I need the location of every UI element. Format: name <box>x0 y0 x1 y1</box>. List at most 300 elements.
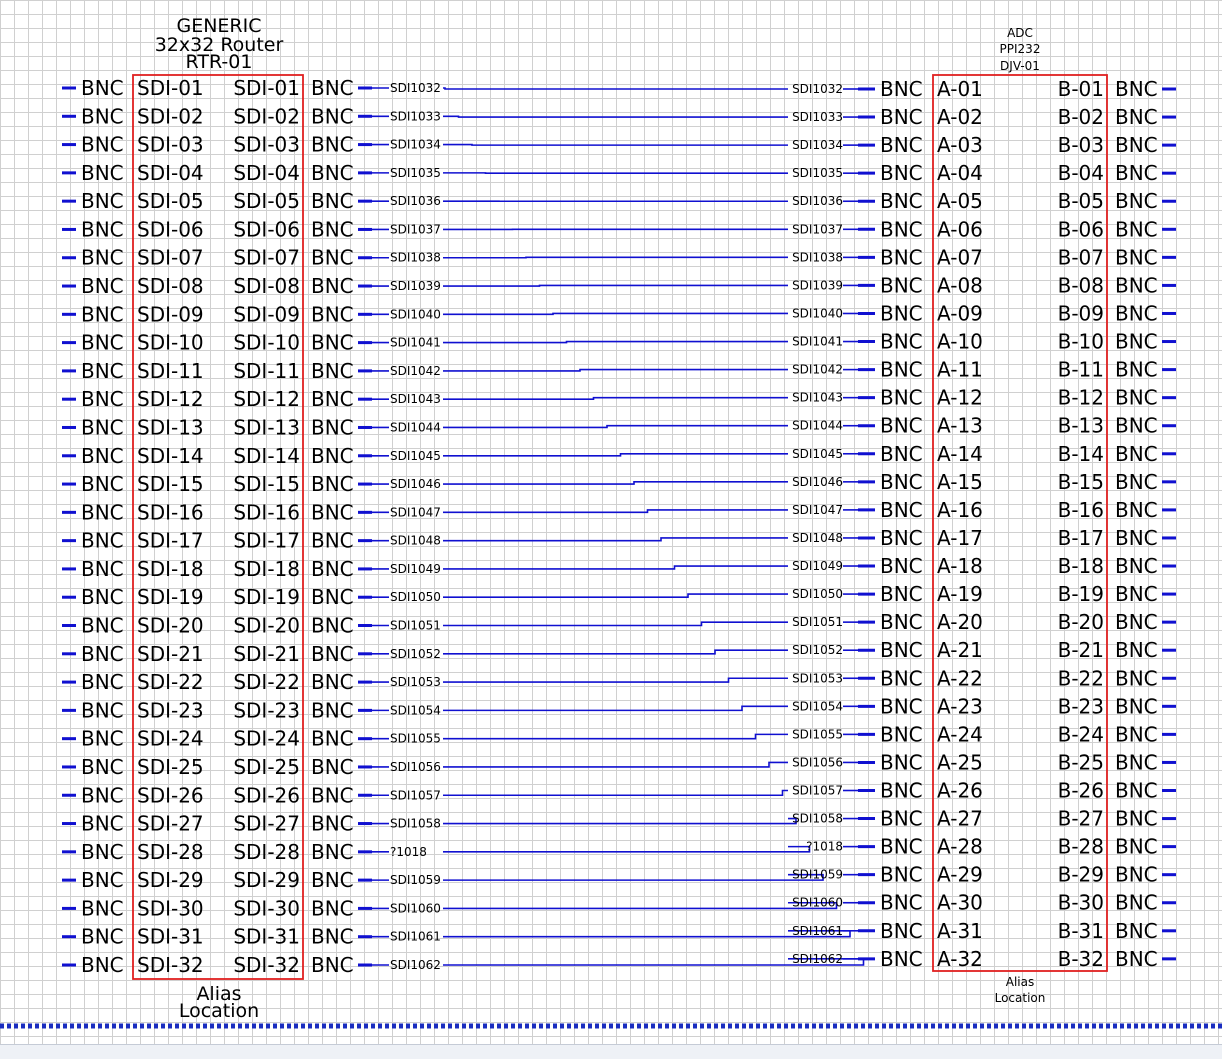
router-title-line-2: 32x32 Router <box>155 34 284 56</box>
cable-wire[interactable] <box>443 510 788 512</box>
panel-b-connector: BNC <box>1115 694 1158 718</box>
cable-label-left: SDI1041 <box>390 336 441 350</box>
cable-wire[interactable] <box>443 88 788 89</box>
panel-a-label: A-11 <box>937 358 983 382</box>
router-output-connector: BNC <box>311 246 354 270</box>
cable-label-left: SDI1061 <box>390 930 441 944</box>
router-output-connector: BNC <box>311 614 354 638</box>
panel-b-connector: BNC <box>1115 77 1158 101</box>
router-output-label: SDI-07 <box>233 246 300 270</box>
panel-b-connector: BNC <box>1115 863 1158 887</box>
cable-label-left: SDI1033 <box>390 109 441 123</box>
router-output-label: SDI-04 <box>233 161 300 185</box>
cable-label-left: SDI1060 <box>390 901 441 915</box>
panel-b-label: B-17 <box>1058 526 1104 550</box>
panel-a-connector: BNC <box>880 217 923 241</box>
cable-label-right: SDI1038 <box>792 250 843 264</box>
router-input-connector: BNC <box>81 415 124 439</box>
panel-a-connector: BNC <box>880 189 923 213</box>
router-input-label: SDI-17 <box>137 529 204 553</box>
router-output-label: SDI-03 <box>233 133 300 157</box>
router-output-connector: BNC <box>311 727 354 751</box>
router-output-label: SDI-11 <box>233 359 300 383</box>
router-input-connector: BNC <box>81 925 124 949</box>
panel-b-label: B-06 <box>1058 217 1104 241</box>
router-input-connector: BNC <box>81 812 124 836</box>
panel-b-label: B-32 <box>1058 947 1104 971</box>
panel-b-connector: BNC <box>1115 498 1158 522</box>
panel-a-connector: BNC <box>880 722 923 746</box>
router-input-connector: BNC <box>81 670 124 694</box>
cable-wire[interactable] <box>443 426 788 428</box>
panel-a-label: A-03 <box>937 133 983 157</box>
router-input-label: SDI-06 <box>137 217 204 241</box>
panel-a-connector: BNC <box>880 301 923 325</box>
router-input-connector: BNC <box>81 953 124 977</box>
panel-b-connector: BNC <box>1115 414 1158 438</box>
panel-a-connector: BNC <box>880 554 923 578</box>
router-output-label: SDI-01 <box>233 76 300 100</box>
panel-b-connector: BNC <box>1115 722 1158 746</box>
cable-label-right: SDI1037 <box>792 222 843 236</box>
router-input-connector: BNC <box>81 444 124 468</box>
cable-label-left: SDI1059 <box>390 873 441 887</box>
router-input-label: SDI-07 <box>137 246 204 270</box>
panel-b-label: B-11 <box>1058 358 1104 382</box>
router-output-connector: BNC <box>311 953 354 977</box>
cable-label-right: SDI1047 <box>792 503 843 517</box>
cable-wire[interactable] <box>443 594 788 597</box>
cable-wire[interactable] <box>443 398 788 400</box>
panel-b-label: B-07 <box>1058 245 1104 269</box>
cable-label-right: SDI1041 <box>792 335 843 349</box>
panel-b-label: B-01 <box>1058 77 1104 101</box>
panel-b-label: B-14 <box>1058 442 1104 466</box>
router-input-label: SDI-14 <box>137 444 204 468</box>
cable-label-left: SDI1040 <box>390 307 441 321</box>
bottom-scrollbar[interactable] <box>0 1044 1222 1059</box>
panel-a-connector: BNC <box>880 919 923 943</box>
panel-footer-alias: Alias <box>1006 975 1034 989</box>
router-output-connector: BNC <box>311 529 354 553</box>
cable-label-left: SDI1044 <box>390 420 441 434</box>
panel-a-connector: BNC <box>880 273 923 297</box>
cable-label-right: SDI1043 <box>792 391 843 405</box>
panel-b-connector: BNC <box>1115 386 1158 410</box>
panel-b-connector: BNC <box>1115 470 1158 494</box>
panel-b-connector: BNC <box>1115 245 1158 269</box>
cable-label-right: SDI1054 <box>792 699 843 713</box>
panel-b-connector: BNC <box>1115 358 1158 382</box>
panel-a-connector: BNC <box>880 863 923 887</box>
router-footer-location: Location <box>179 1000 259 1022</box>
router-output-label: SDI-17 <box>233 529 300 553</box>
router-input-connector: BNC <box>81 387 124 411</box>
router-output-connector: BNC <box>311 331 354 355</box>
panel-b-connector: BNC <box>1115 582 1158 606</box>
cable-label-left: SDI1043 <box>390 392 441 406</box>
router-input-label: SDI-05 <box>137 189 204 213</box>
router-output-connector: BNC <box>311 500 354 524</box>
router-output-label: SDI-06 <box>233 217 300 241</box>
panel-b-connector: BNC <box>1115 105 1158 129</box>
cable-label-left: SDI1062 <box>390 958 441 972</box>
router-output-connector: BNC <box>311 868 354 892</box>
cable-label-left: SDI1039 <box>390 279 441 293</box>
cable-label-left: SDI1034 <box>390 138 441 152</box>
cable-label-right: SDI1056 <box>792 755 843 769</box>
panel-a-label: A-31 <box>937 919 983 943</box>
panel-b-connector: BNC <box>1115 189 1158 213</box>
router-input-label: SDI-27 <box>137 812 204 836</box>
router-input-label: SDI-08 <box>137 274 204 298</box>
router-input-label: SDI-18 <box>137 557 204 581</box>
router-input-label: SDI-25 <box>137 755 204 779</box>
router-input-label: SDI-02 <box>137 104 204 128</box>
cable-wire[interactable] <box>443 875 823 880</box>
router-output-connector: BNC <box>311 755 354 779</box>
cable-label-right: SDI1058 <box>792 812 843 826</box>
panel-a-label: A-18 <box>937 554 983 578</box>
cable-label-left: SDI1047 <box>390 505 441 519</box>
panel-a-label: A-23 <box>937 694 983 718</box>
panel-a-label: A-08 <box>937 273 983 297</box>
router-input-connector: BNC <box>81 840 124 864</box>
panel-a-connector: BNC <box>880 498 923 522</box>
panel-a-label: A-04 <box>937 161 983 185</box>
router-input-connector: BNC <box>81 217 124 241</box>
router-input-label: SDI-03 <box>137 133 204 157</box>
cable-label-left: SDI1037 <box>390 222 441 236</box>
panel-a-connector: BNC <box>880 610 923 634</box>
panel-a-label: A-17 <box>937 526 983 550</box>
panel-a-connector: BNC <box>880 891 923 915</box>
panel-b-label: B-21 <box>1058 638 1104 662</box>
router-output-connector: BNC <box>311 274 354 298</box>
router-input-connector: BNC <box>81 246 124 270</box>
cable-label-right: SDI1032 <box>792 82 843 96</box>
router-input-label: SDI-09 <box>137 302 204 326</box>
cable-label-left: SDI1057 <box>390 788 441 802</box>
router-input-label: SDI-32 <box>137 953 204 977</box>
cable-label-right: SDI1062 <box>792 952 843 966</box>
panel-b-connector: BNC <box>1115 330 1158 354</box>
router-input-label: SDI-01 <box>137 76 204 100</box>
cable-label-right: ?1018 <box>806 840 843 854</box>
panel-a-connector: BNC <box>880 245 923 269</box>
router-input-connector: BNC <box>81 472 124 496</box>
router-output-connector: BNC <box>311 812 354 836</box>
panel-a-label: A-09 <box>937 301 983 325</box>
panel-a-label: A-32 <box>937 947 983 971</box>
router-output-label: SDI-16 <box>233 500 300 524</box>
router-input-connector: BNC <box>81 755 124 779</box>
router-output-connector: BNC <box>311 698 354 722</box>
router-output-connector: BNC <box>311 670 354 694</box>
router-title-line-1: GENERIC <box>176 15 261 37</box>
cable-label-right: SDI1034 <box>792 138 843 152</box>
panel-a-label: A-07 <box>937 245 983 269</box>
panel-a-connector: BNC <box>880 386 923 410</box>
router-output-label: SDI-30 <box>233 896 300 920</box>
panel-a-label: A-12 <box>937 386 983 410</box>
panel-b-label: B-03 <box>1058 133 1104 157</box>
panel-b-label: B-10 <box>1058 330 1104 354</box>
cable-label-right: SDI1039 <box>792 278 843 292</box>
panel-b-label: B-19 <box>1058 582 1104 606</box>
panel-b-connector: BNC <box>1115 947 1158 971</box>
cable-wire[interactable] <box>443 734 788 738</box>
cable-wire[interactable] <box>443 370 788 371</box>
router-output-label: SDI-23 <box>233 698 300 722</box>
panel-b-label: B-16 <box>1058 498 1104 522</box>
router-input-connector: BNC <box>81 274 124 298</box>
router-input-connector: BNC <box>81 104 124 128</box>
panel-a-label: A-29 <box>937 863 983 887</box>
router-input-label: SDI-11 <box>137 359 204 383</box>
cable-label-right: SDI1042 <box>792 363 843 377</box>
router-input-label: SDI-19 <box>137 585 204 609</box>
panel-b-label: B-31 <box>1058 919 1104 943</box>
cable-wire[interactable] <box>443 116 788 117</box>
panel-b-connector: BNC <box>1115 835 1158 859</box>
cable-wire[interactable] <box>443 678 788 682</box>
router-output-connector: BNC <box>311 161 354 185</box>
panel-b-connector: BNC <box>1115 161 1158 185</box>
panel-a-connector: BNC <box>880 330 923 354</box>
panel-a-label: A-05 <box>937 189 983 213</box>
router-output-label: SDI-21 <box>233 642 300 666</box>
cable-wire[interactable] <box>443 819 796 824</box>
cable-wire[interactable] <box>443 706 788 710</box>
panel-b-label: B-29 <box>1058 863 1104 887</box>
cable-label-right: SDI1055 <box>792 727 843 741</box>
panel-a-connector: BNC <box>880 358 923 382</box>
panel-a-label: A-22 <box>937 666 983 690</box>
panel-b-label: B-24 <box>1058 722 1104 746</box>
router-input-connector: BNC <box>81 557 124 581</box>
cable-label-left: SDI1032 <box>390 81 441 95</box>
panel-a-connector: BNC <box>880 835 923 859</box>
router-output-label: SDI-20 <box>233 614 300 638</box>
panel-b-connector: BNC <box>1115 750 1158 774</box>
panel-a-connector: BNC <box>880 526 923 550</box>
cable-wire[interactable] <box>443 650 788 654</box>
panel-a-label: A-24 <box>937 722 983 746</box>
panel-b-connector: BNC <box>1115 273 1158 297</box>
cable-label-right: SDI1050 <box>792 587 843 601</box>
panel-ports <box>858 77 1176 971</box>
router-output-connector: BNC <box>311 133 354 157</box>
router-input-label: SDI-13 <box>137 415 204 439</box>
router-input-connector: BNC <box>81 642 124 666</box>
panel-a-label: A-20 <box>937 610 983 634</box>
panel-b-connector: BNC <box>1115 919 1158 943</box>
panel-a-label: A-26 <box>937 779 983 803</box>
cable-wire[interactable] <box>443 762 788 767</box>
panel-a-label: A-30 <box>937 891 983 915</box>
cable-wire[interactable] <box>443 285 788 286</box>
router-output-label: SDI-09 <box>233 302 300 326</box>
router-output-connector: BNC <box>311 444 354 468</box>
router-input-connector: BNC <box>81 302 124 326</box>
router-output-connector: BNC <box>311 104 354 128</box>
panel-a-label: A-27 <box>937 807 983 831</box>
router-output-label: SDI-32 <box>233 953 300 977</box>
router-input-connector: BNC <box>81 500 124 524</box>
cables <box>372 81 864 972</box>
cable-label-left: SDI1052 <box>390 647 441 661</box>
router-output-label: SDI-12 <box>233 387 300 411</box>
router-ports <box>62 76 372 977</box>
router-output-connector: BNC <box>311 896 354 920</box>
panel-title-line-1: ADC <box>1007 26 1033 40</box>
router-input-connector: BNC <box>81 783 124 807</box>
router-input-connector: BNC <box>81 133 124 157</box>
panel-a-label: A-19 <box>937 582 983 606</box>
cable-wire[interactable] <box>443 313 788 314</box>
panel-b-label: B-13 <box>1058 414 1104 438</box>
panel-b-connector: BNC <box>1115 666 1158 690</box>
cable-label-left: ?1018 <box>390 845 427 859</box>
router-output-connector: BNC <box>311 387 354 411</box>
panel-a-connector: BNC <box>880 947 923 971</box>
panel-b-label: B-27 <box>1058 807 1104 831</box>
cable-wire[interactable] <box>443 454 788 456</box>
cable-label-left: SDI1058 <box>390 817 441 831</box>
cable-label-left: SDI1042 <box>390 364 441 378</box>
panel-a-connector: BNC <box>880 105 923 129</box>
cable-label-left: SDI1048 <box>390 534 441 548</box>
panel-a-connector: BNC <box>880 779 923 803</box>
cable-label-right: SDI1049 <box>792 559 843 573</box>
panel-title-line-3: DJV-01 <box>1000 59 1040 73</box>
router-input-label: SDI-26 <box>137 783 204 807</box>
panel-title-line-2: PPI232 <box>1000 42 1041 56</box>
router-output-label: SDI-02 <box>233 104 300 128</box>
panel-a-connector: BNC <box>880 442 923 466</box>
router-output-label: SDI-28 <box>233 840 300 864</box>
cable-label-left: SDI1035 <box>390 166 441 180</box>
router-input-connector: BNC <box>81 868 124 892</box>
cable-label-right: SDI1045 <box>792 447 843 461</box>
router-output-label: SDI-15 <box>233 472 300 496</box>
panel-a-label: A-13 <box>937 414 983 438</box>
panel-a-label: A-28 <box>937 835 983 859</box>
panel-a-label: A-25 <box>937 750 983 774</box>
panel-a-connector: BNC <box>880 470 923 494</box>
cable-label-right: SDI1046 <box>792 475 843 489</box>
cable-label-right: SDI1052 <box>792 643 843 657</box>
router-output-connector: BNC <box>311 585 354 609</box>
panel-b-connector: BNC <box>1115 526 1158 550</box>
cable-label-left: SDI1036 <box>390 194 441 208</box>
panel-footer-location: Location <box>995 991 1046 1005</box>
router-output-connector: BNC <box>311 472 354 496</box>
router-input-label: SDI-20 <box>137 614 204 638</box>
router-input-connector: BNC <box>81 359 124 383</box>
panel-b-label: B-05 <box>1058 189 1104 213</box>
router-output-label: SDI-13 <box>233 415 300 439</box>
cable-wire[interactable] <box>443 145 788 146</box>
cable-wire[interactable] <box>443 538 788 541</box>
cable-wire[interactable] <box>443 931 850 937</box>
router-input-connector: BNC <box>81 76 124 100</box>
panel-b-connector: BNC <box>1115 779 1158 803</box>
panel-b-label: B-02 <box>1058 105 1104 129</box>
cable-wire[interactable] <box>443 903 837 909</box>
cable-wire[interactable] <box>443 791 788 796</box>
panel-a-label: A-14 <box>937 442 983 466</box>
router-output-connector: BNC <box>311 925 354 949</box>
cable-label-left: SDI1054 <box>390 703 441 717</box>
cable-wire[interactable] <box>443 482 788 484</box>
cable-label-left: SDI1045 <box>390 449 441 463</box>
cable-label-left: SDI1046 <box>390 477 441 491</box>
panel-a-label: A-21 <box>937 638 983 662</box>
router-input-label: SDI-24 <box>137 727 204 751</box>
panel-b-connector: BNC <box>1115 807 1158 831</box>
router-output-label: SDI-05 <box>233 189 300 213</box>
router-input-label: SDI-15 <box>137 472 204 496</box>
router-input-label: SDI-23 <box>137 698 204 722</box>
cable-label-left: SDI1053 <box>390 675 441 689</box>
router-output-label: SDI-25 <box>233 755 300 779</box>
cable-label-left: SDI1050 <box>390 590 441 604</box>
cable-wire[interactable] <box>443 847 810 852</box>
panel-b-connector: BNC <box>1115 301 1158 325</box>
panel-b-label: B-04 <box>1058 161 1104 185</box>
router-input-connector: BNC <box>81 189 124 213</box>
cable-wire[interactable] <box>443 342 788 343</box>
cable-label-right: SDI1059 <box>792 868 843 882</box>
panel-b-label: B-22 <box>1058 666 1104 690</box>
router-output-label: SDI-26 <box>233 783 300 807</box>
router-input-connector: BNC <box>81 161 124 185</box>
cable-label-right: SDI1057 <box>792 784 843 798</box>
cable-label-right: SDI1048 <box>792 531 843 545</box>
panel-a-label: A-15 <box>937 470 983 494</box>
router-input-label: SDI-28 <box>137 840 204 864</box>
panel-b-connector: BNC <box>1115 554 1158 578</box>
panel-b-connector: BNC <box>1115 610 1158 634</box>
panel-a-connector: BNC <box>880 750 923 774</box>
panel-b-label: B-08 <box>1058 273 1104 297</box>
panel-b-label: B-26 <box>1058 779 1104 803</box>
cable-wire[interactable] <box>443 566 788 569</box>
panel-a-label: A-02 <box>937 105 983 129</box>
router-output-label: SDI-27 <box>233 812 300 836</box>
router-output-connector: BNC <box>311 415 354 439</box>
cable-wire[interactable] <box>443 622 788 625</box>
cable-label-left: SDI1051 <box>390 619 441 633</box>
router-output-label: SDI-31 <box>233 925 300 949</box>
router-input-connector: BNC <box>81 585 124 609</box>
router-output-connector: BNC <box>311 783 354 807</box>
panel-b-connector: BNC <box>1115 638 1158 662</box>
router-input-label: SDI-22 <box>137 670 204 694</box>
panel-b-connector: BNC <box>1115 891 1158 915</box>
router-output-label: SDI-08 <box>233 274 300 298</box>
panel-b-connector: BNC <box>1115 217 1158 241</box>
cable-label-left: SDI1049 <box>390 562 441 576</box>
router-input-label: SDI-31 <box>137 925 204 949</box>
router-output-connector: BNC <box>311 557 354 581</box>
cable-label-right: SDI1061 <box>792 924 843 938</box>
router-input-label: SDI-21 <box>137 642 204 666</box>
panel-b-label: B-09 <box>1058 301 1104 325</box>
router-input-label: SDI-04 <box>137 161 204 185</box>
